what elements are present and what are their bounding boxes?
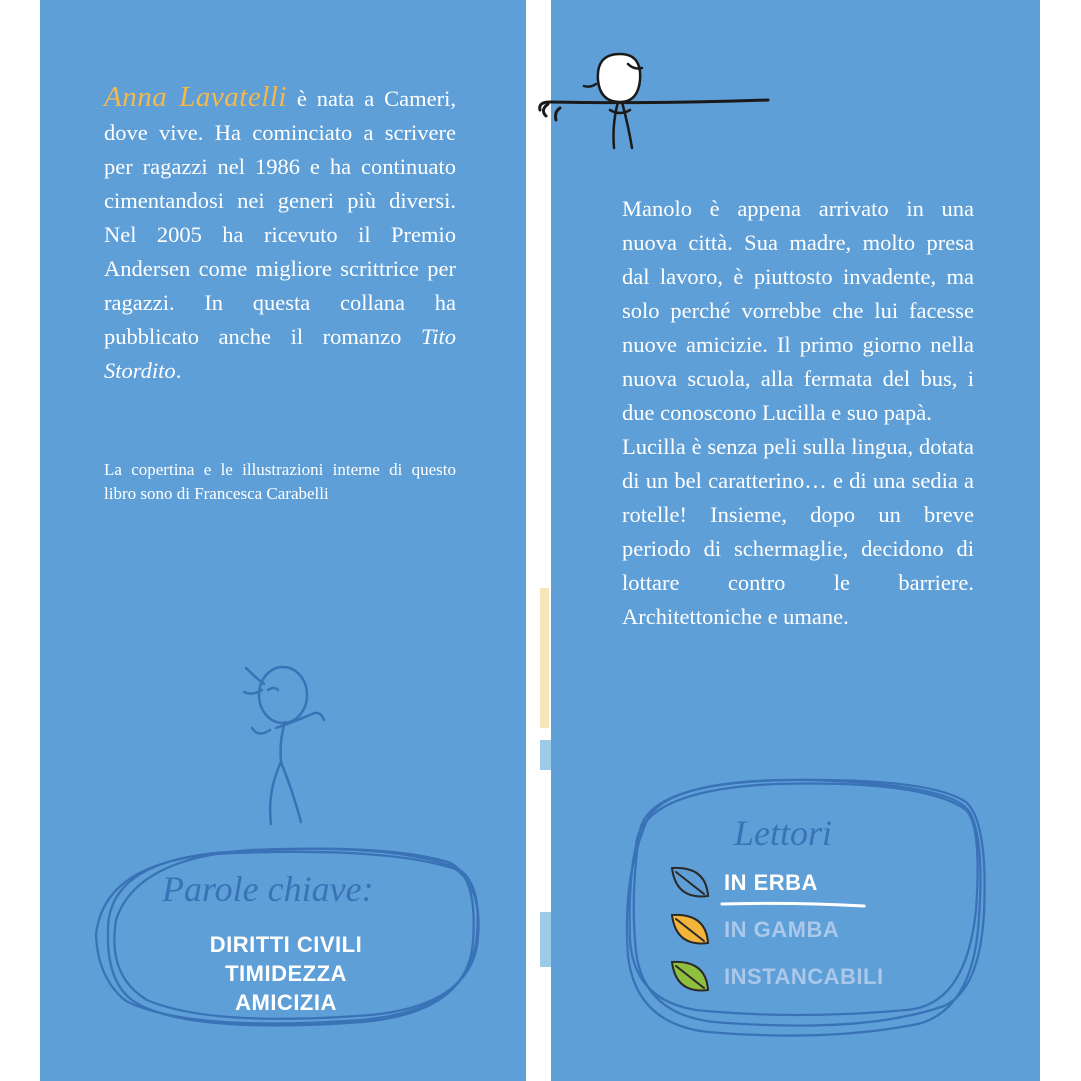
synopsis-paragraph: Manolo è appena arrivato in una nuova città. Sua madre, molto presa dal lavoro, è piuttosto invadente, ma solo perché vorrebbe che lui facesse nuove amicizie. Il primo giorno nella nuova scuola, alla fermata del bus, i due conoscono Lucilla e suo papà.	[622, 196, 974, 425]
readers-title: Lettori	[734, 813, 833, 853]
keyword-item: TIMIDEZZA	[225, 961, 347, 986]
book-title: Tito Stordito	[104, 324, 456, 383]
reader-level-active: IN ERBA	[724, 870, 818, 895]
illustration-credits: La copertina e le illustrazioni interne di questo libro sono di Francesca Carabelli	[104, 460, 456, 503]
reader-level: INSTANCABILI	[724, 964, 884, 989]
author-name: Anna Lavatelli	[104, 81, 287, 113]
reader-level: IN GAMBA	[724, 917, 840, 942]
synopsis-paragraph: Lucilla è senza peli sulla lingua, dotata di un bel caratterino… e di una sedia a rotelle! Insieme, dopo un breve periodo di schermaglie, decidono di lottare contro le barriere. Architettoniche e umane.	[622, 434, 974, 629]
bio-end: .	[175, 358, 182, 383]
keyword-item: DIRITTI CIVILI	[209, 932, 363, 957]
bio-text: è nata a Cameri, dove vive. Ha cominciato a scrivere per ragazzi nel 1986 e ha continuato cimentandosi nei generi più diversi. Nel 2005 ha ricevuto il Premio Andersen come migliore scrittrice per ragazzi. In questa collana ha pubblicato anche il romanzo	[104, 86, 456, 349]
keyword-item: AMICIZIA	[235, 990, 337, 1015]
keywords-title: Parole chiave:	[162, 869, 374, 909]
